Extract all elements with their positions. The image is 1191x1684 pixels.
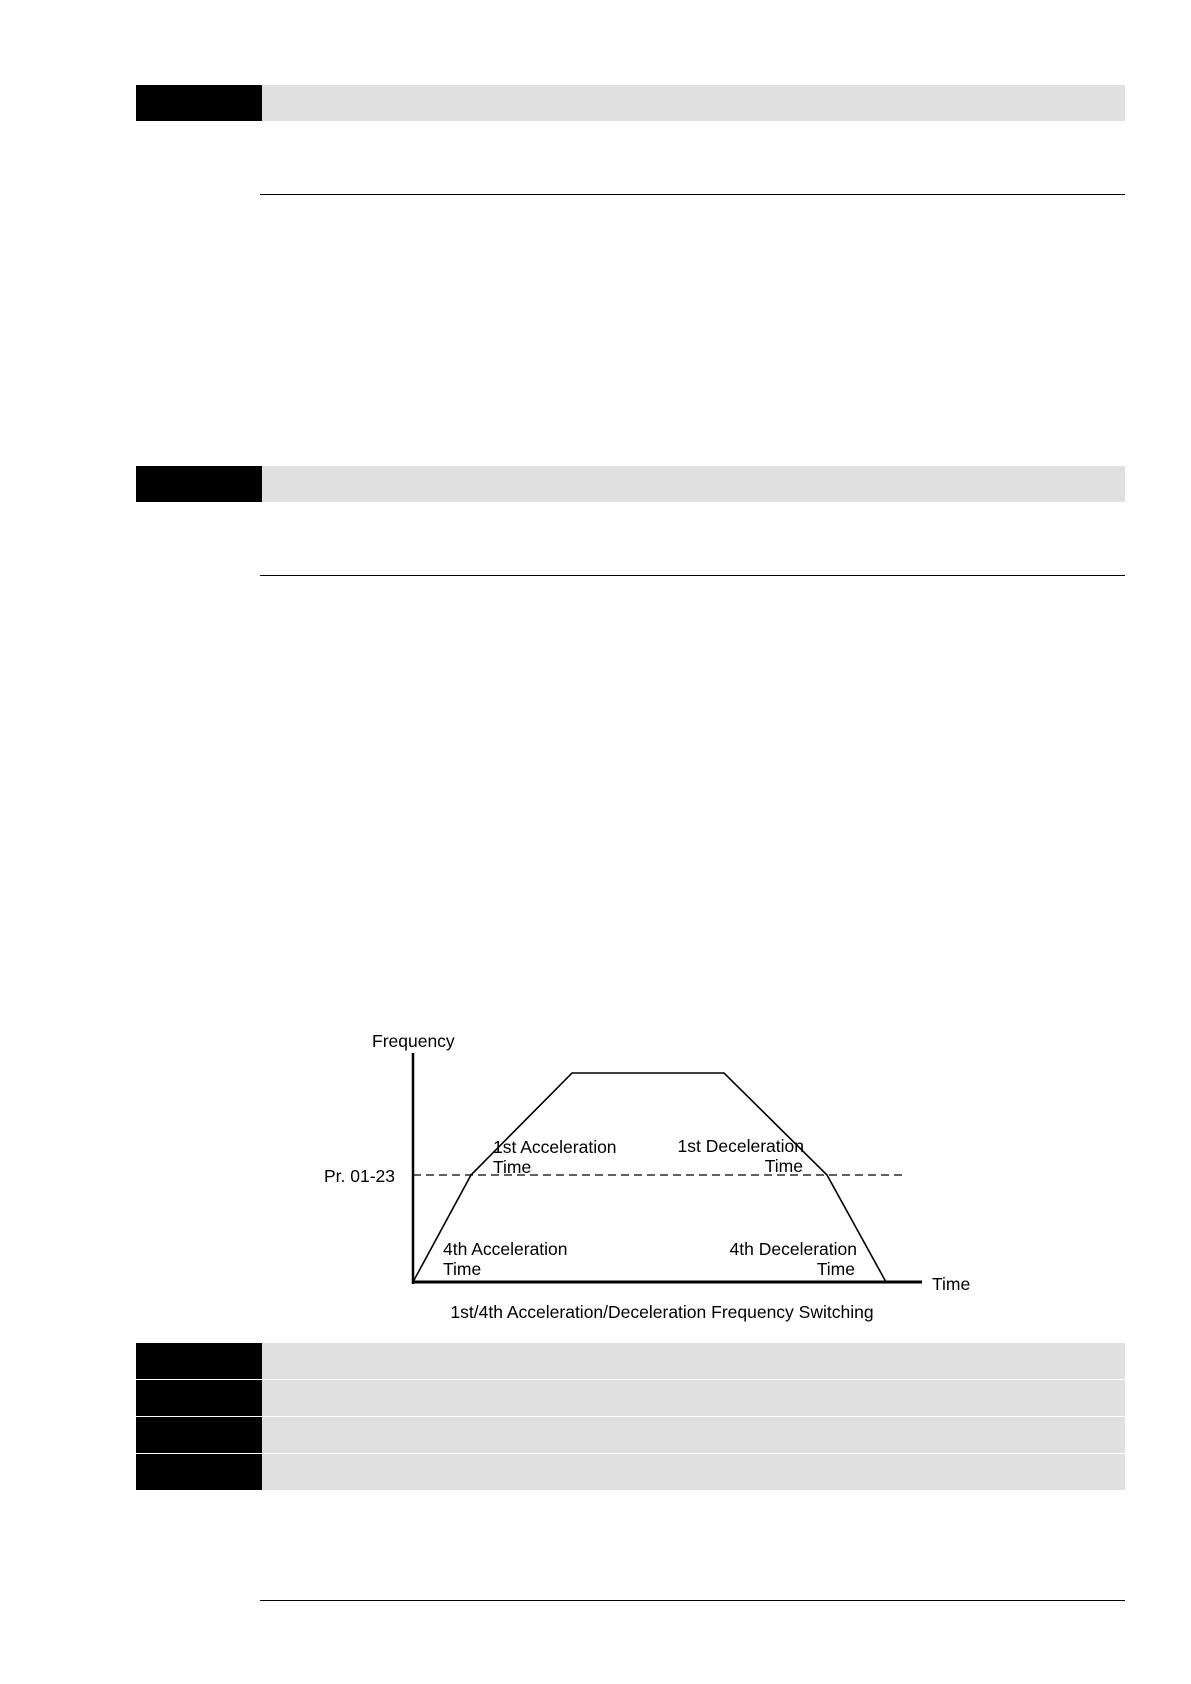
accel-4th-label-time: Time — [443, 1259, 482, 1279]
decel-4th-label-time: Time — [816, 1259, 855, 1279]
threshold-label: Pr. 01-23 — [324, 1166, 396, 1186]
decel-1st-label-time: Time — [764, 1156, 803, 1176]
decel-1st-label: 1st Deceleration — [677, 1136, 804, 1156]
frequency-axis-label: Frequency — [372, 1031, 455, 1051]
figure-caption: 1st/4th Acceleration/Deceleration Frequency Switching — [450, 1302, 874, 1322]
time-axis-label: Time — [932, 1274, 971, 1294]
accel-1st-label-time: Time — [493, 1157, 532, 1177]
accel-4th-label: 4th Acceleration — [443, 1239, 568, 1259]
accel-1st-label: 1st Acceleration — [493, 1137, 617, 1157]
decel-4th-label: 4th Deceleration — [729, 1239, 857, 1259]
